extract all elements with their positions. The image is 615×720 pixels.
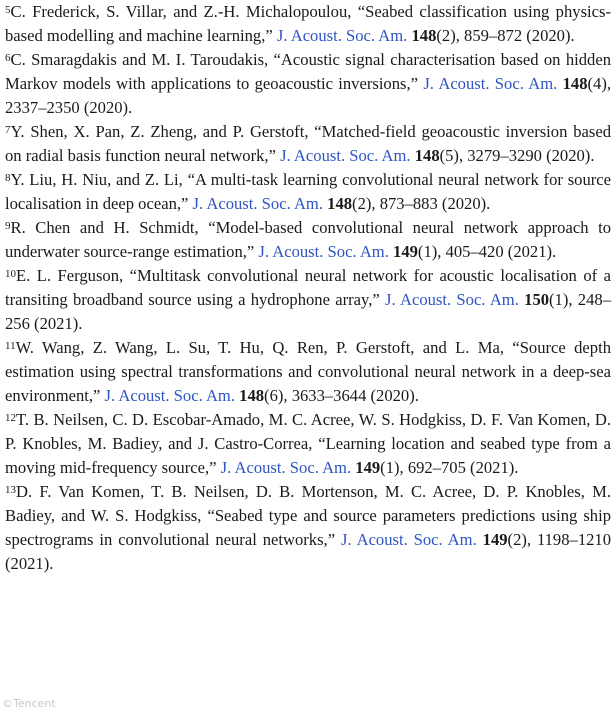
volume-number: 148 (562, 74, 588, 93)
watermark: ©Tencent (2, 697, 56, 710)
reference-entry (5, 168, 611, 216)
reference-entry (5, 216, 611, 264)
reference-text: C. Frederick, S. Villar, and Z.-H. Michalopoulou, “Seabed classification using physics-based modelling and machine learning,” (5, 2, 611, 45)
volume-number: 148 (327, 194, 353, 213)
reference-pages: (2), 873–883 (2020). (352, 194, 491, 213)
reference-text: T. B. Neilsen, C. D. Escobar-Amado, M. C. Acree, W. S. Hodgkiss, D. F. Van Komen, D. P. Knobles, M. Badiey, and J. Castro-Correa, “Learning location and seabed type from a moving mid-frequency source,” (5, 410, 611, 477)
reference-number: 6 (5, 52, 11, 64)
reference-pages: (2), 1198–1210 (2021). (5, 530, 612, 573)
reference-number: 7 (5, 124, 11, 136)
reference-entry (5, 480, 611, 576)
journal-link[interactable]: J. Acoust. Soc. Am. (385, 290, 519, 309)
reference-entry (5, 48, 611, 120)
reference-number: 13 (5, 484, 16, 496)
reference-pages: (4), 2337–2350 (2020). (5, 74, 612, 117)
volume-number: 148 (411, 26, 437, 45)
reference-entry (5, 0, 611, 48)
reference-list (5, 0, 611, 576)
reference-number: 5 (5, 4, 11, 16)
reference-pages: (6), 3633–3644 (2020). (264, 386, 419, 405)
reference-entry (5, 408, 611, 480)
reference-number: 9 (5, 220, 11, 232)
journal-link[interactable]: J. Acoust. Soc. Am. (276, 26, 408, 45)
journal-link[interactable]: J. Acoust. Soc. Am. (220, 458, 352, 477)
reference-entry (5, 120, 611, 168)
journal-link[interactable]: J. Acoust. Soc. Am. (104, 386, 235, 405)
journal-link[interactable]: J. Acoust. Soc. Am. (280, 146, 411, 165)
reference-text: E. L. Ferguson, “Multitask convolutional neural network for acoustic localisation of a transiting broadband source using a hydrophone array,” (5, 266, 611, 309)
reference-number: 10 (5, 268, 16, 280)
volume-number: 149 (355, 458, 381, 477)
reference-pages: (2), 859–872 (2020). (436, 26, 575, 45)
reference-entry (5, 264, 611, 336)
reference-pages: (1), 248–256 (2021). (5, 290, 611, 333)
reference-text: Y. Shen, X. Pan, Z. Zheng, and P. Gerstoft, “Matched-field geoacoustic inversion based on radial basis function neural network,” (5, 122, 611, 165)
reference-text: Y. Liu, H. Niu, and Z. Li, “A multi-task learning convolutional neural network for source localisation in deep ocean,” (5, 170, 611, 213)
reference-entry (5, 336, 611, 408)
journal-link[interactable]: J. Acoust. Soc. Am. (258, 242, 389, 261)
reference-text: D. F. Van Komen, T. B. Neilsen, D. B. Mortenson, M. C. Acree, D. P. Knobles, M. Badiey, and W. S. Hodgkiss, “Seabed type and source parameters predictions using ship spectrograms in convolutional neural networks,” (5, 482, 611, 549)
reference-text: W. Wang, Z. Wang, L. Su, T. Hu, Q. Ren, P. Gerstoft, and L. Ma, “Source depth estimation using spectral transformations and convolutional neural network in a deep-sea environment,” (5, 338, 611, 405)
volume-number: 149 (482, 530, 508, 549)
reference-pages: (1), 692–705 (2021). (380, 458, 519, 477)
journal-link[interactable]: J. Acoust. Soc. Am. (192, 194, 323, 213)
reference-number: 11 (5, 340, 16, 352)
reference-pages: (5), 3279–3290 (2020). (439, 146, 595, 165)
reference-text: C. Smaragdakis and M. I. Taroudakis, “Acoustic signal characterisation based on hidden Markov models with applications to geoacoustic inversions,” (5, 50, 611, 93)
volume-number: 148 (414, 146, 440, 165)
volume-number: 149 (393, 242, 418, 261)
reference-text: R. Chen and H. Schmidt, “Model-based convolutional neural network approach to underwater source-range estimation,” (5, 218, 611, 261)
reference-number: 8 (5, 172, 11, 184)
journal-link[interactable]: J. Acoust. Soc. Am. (423, 74, 558, 93)
volume-number: 148 (239, 386, 265, 405)
reference-pages: (1), 405–420 (2021). (417, 242, 557, 261)
reference-number: 12 (5, 412, 16, 424)
journal-link[interactable]: J. Acoust. Soc. Am. (340, 530, 477, 549)
volume-number: 150 (524, 290, 550, 309)
